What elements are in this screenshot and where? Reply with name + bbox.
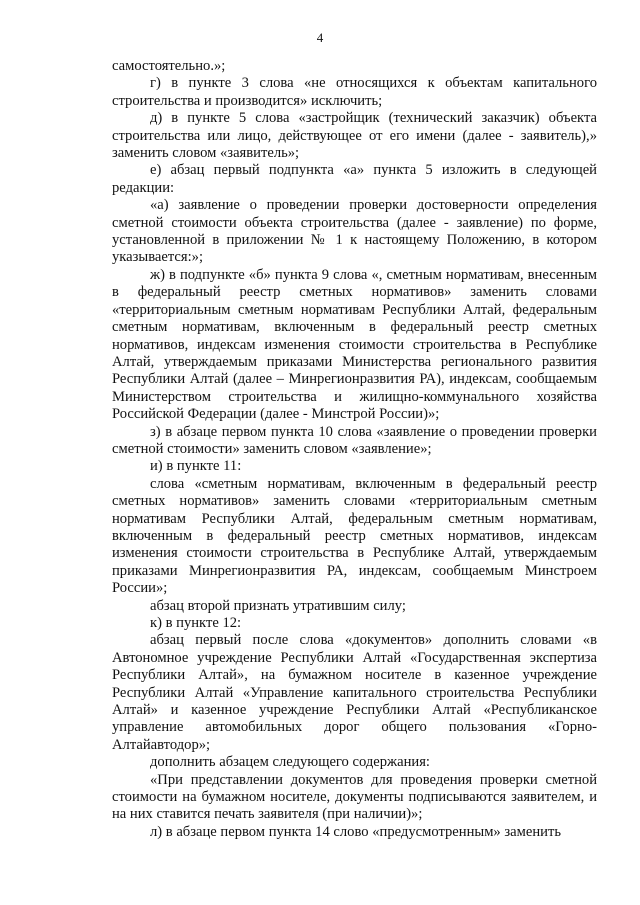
paragraph: и) в пункте 11: xyxy=(150,458,242,475)
paragraph: абзац второй признать утратившим силу; xyxy=(150,597,406,614)
paragraph: к) в пункте 12: xyxy=(150,615,242,631)
paragraph: «При представлении документов для проведения проверки сметной стоимости на бумажном носителе, документы подписываются заявителем, и на них ставится печать заявителя (при наличии)»; xyxy=(112,771,597,823)
paragraph: д) в пункте 5 слова «застройщик (технический заказчик) объекта строительства или лицо, действующее от его имени (далее - заявитель),» заменить словом «заявитель»; xyxy=(112,110,597,162)
document-body xyxy=(112,58,597,841)
paragraph: самостоятельно.»; xyxy=(112,58,226,74)
page-number: 4 xyxy=(316,30,324,45)
paragraph: л) в абзаце первом пункта 14 слово «предусмотренным» заменить xyxy=(150,823,561,840)
paragraph: з) в абзаце первом пункта 10 слова «заявление о проведении проверки сметной стоимости» заменить словом «заявление»; xyxy=(112,423,597,457)
paragraph: г) в пункте 3 слова «не относящихся к объектам капитального строительства и производится» исключить; xyxy=(112,75,597,109)
paragraph: слова «сметным нормативам, включенным в федеральный реестр сметных нормативов» заменить словами «территориальным сметным нормативам Республики Алтай, федеральным сметным нормативам, включенным в федеральный реестр сметных нормативов, индексам изменения стоимости строительства в Республике Алтай, утверждаемым приказами Минрегионразвития РА, индексам, сообщаемым Минстроем России»; xyxy=(112,475,597,597)
paragraph: «а) заявление о проведении проверки достоверности определения сметной стоимости объекта строительства (далее - заявление) по форме, установленной в приложении № 1 к настоящему Положению, в котором указывается:»; xyxy=(112,197,597,266)
paragraph: дополнить абзацем следующего содержания: xyxy=(150,754,430,771)
paragraph: ж) в подпункте «б» пункта 9 слова «, сметным нормативам, внесенным в федеральный реестр сметных нормативов» заменить словами «территориальным сметным нормативам Республики Алтай, федеральным сметным нормативам, включенным в федеральный реестр сметных нормативов, индексам изменения стоимости строительства в Республике Алтай, утверждаемым приказами Министерства регионального развития Республики Алтай (далее – Минрегионразвития РА), индексам, сообщаемым Министерством строительства и жилищно-коммунального хозяйства Российской Федерации (далее - Минстрой России)»; xyxy=(112,266,597,423)
paragraph: абзац первый после слова «документов» дополнить словами «в Автономное учреждение Республики Алтай «Государственная экспертиза Республики Алтай», на бумажном носителе в казенное учреждение Республики Алтай «Управление капитального строительства Республики Алтай» и казенное учреждение Республики Алтай «Республиканское управление автомобильных дорог общего пользования «Горно-Алтайавтодор»; xyxy=(112,632,597,753)
paragraph: е) абзац первый подпункта «а» пункта 5 изложить в следующей редакции: xyxy=(112,162,597,196)
